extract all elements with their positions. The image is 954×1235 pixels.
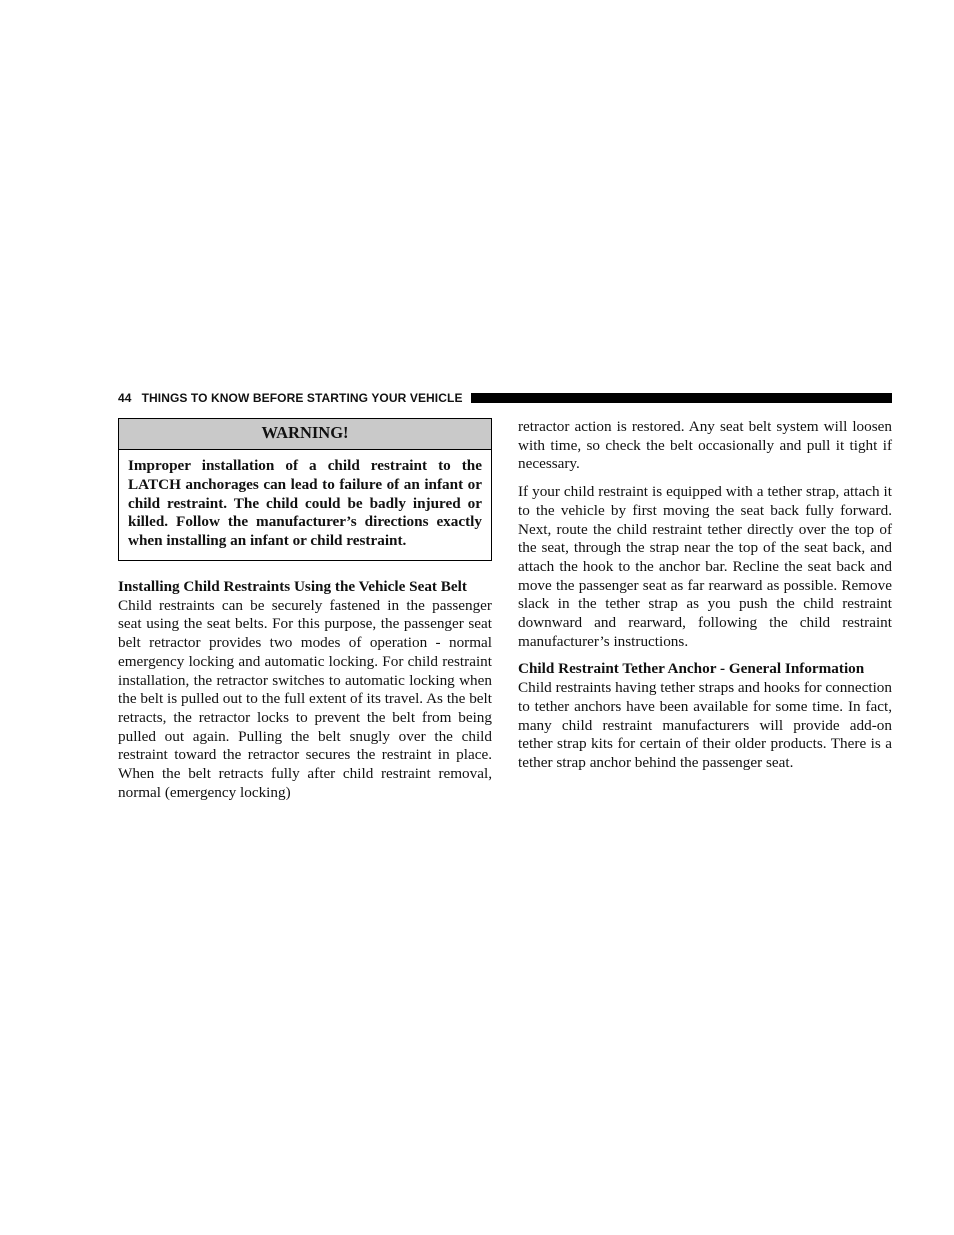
tether-anchor-paragraph: Child restraints having tether straps and hooks for connection to tether anchors have been available for some time. In fact, many child restraint manufacturers will provide add-on tether strap kits for certain of their older products. There is a tether strap anchor behind the passenger seat.: [518, 679, 892, 771]
page-header: [118, 390, 892, 406]
section-title: THINGS TO KNOW BEFORE STARTING YOUR VEHICLE: [141, 391, 463, 405]
header-rule-bar: [471, 393, 892, 403]
warning-title: WARNING!: [119, 419, 491, 450]
warning-box: [118, 418, 492, 561]
seat-belt-paragraph-part1: Child restraints can be securely fastened in the passenger seat using the seat belts. For this purpose, the passenger seat belt retractor provides two modes of operation - normal emergency locking and automatic locking. For child restraint installation, the retractor switches to automatic locking when the belt is pulled out to the full extent of its travel. As the belt retracts, the retractor locks to prevent the belt from being pulled out again. Pulling the belt snugly over the child restraint toward the retractor secures the restraint in place. When the belt retracts fully after child restraint removal, normal (emergency locking): [118, 596, 492, 801]
right-column: [518, 418, 892, 773]
left-column: [118, 418, 492, 802]
section-heading-seat-belt: Installing Child Restraints Using the Vehicle Seat Belt: [118, 577, 467, 595]
seat-belt-paragraph-part2: retractor action is restored. Any seat belt system will loosen with time, so check the belt occasionally and pull it tight if necessary.: [518, 418, 892, 473]
tether-strap-paragraph: If your child restraint is equipped with a tether strap, attach it to the vehicle by first moving the seat back fully forward. Next, route the child restraint tether directly over the top of the seat, through the strap near the top of the seat back, and attach the hook to the anchor bar. Recline the seat back and move the passenger seat as far rearward as possible. Remove slack in the tether strap as you push the child restraint downward and rearward, following the child restraint manufacturer’s instructions.: [518, 483, 892, 650]
section-heading-tether-anchor: Child Restraint Tether Anchor - General Information: [518, 660, 865, 678]
page-number: 44: [118, 391, 132, 405]
warning-body: Improper installation of a child restraint to the LATCH anchorages can lead to failure of an infant or child restraint. The child could be badly injured or killed. Follow the manufacturer’s directions exactly when installing an infant or child restraint.: [128, 457, 482, 550]
